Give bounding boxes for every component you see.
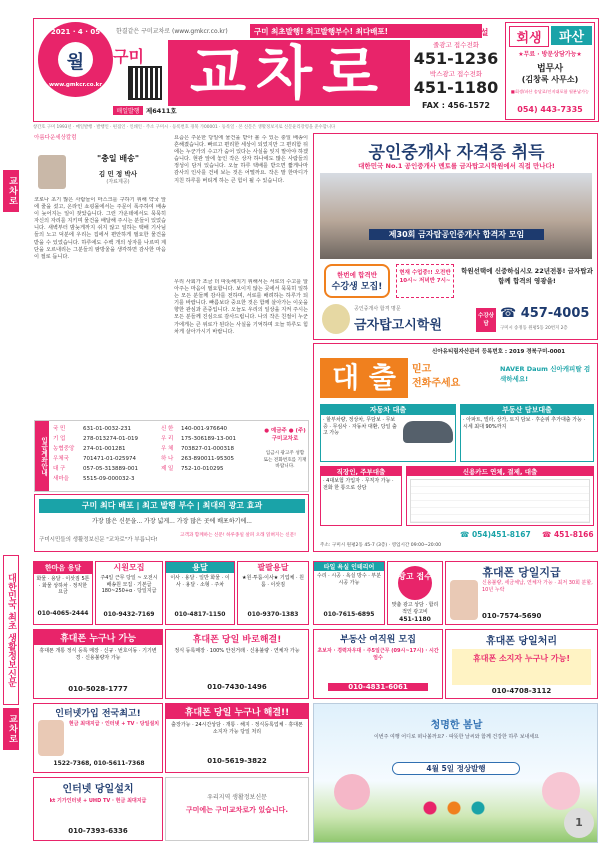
account-bank: 농협중앙 xyxy=(53,446,75,452)
classified-title: 인터넷가입 전국최고! xyxy=(55,709,141,719)
spring-publish-note: 4월 5일 정상발행 xyxy=(392,762,520,775)
account-number: 140-001-976640 xyxy=(181,426,227,432)
estate-loan-title: 부동산 담보대출 xyxy=(461,405,593,415)
loan-registration: 신아유티림자산관리 등록번호 : 2019 경북구미-0001 xyxy=(432,349,566,355)
box-ad-label: 박스광고 접수전화 xyxy=(429,70,483,78)
loan-brands: NAVER Daum 신아캐피탈 검색하세요! xyxy=(500,365,591,383)
account-number: 631-01-0032-231 xyxy=(83,426,131,432)
credit-table xyxy=(410,479,590,523)
spring-illustration-ad xyxy=(313,703,598,843)
classified-phone[interactable]: 010-7615-6895 xyxy=(323,611,375,618)
classified-phone[interactable]: 451-1180 xyxy=(399,616,431,623)
account-number: 703827-01-000318 xyxy=(181,446,234,452)
account-number: 274-01-001281 xyxy=(83,446,126,452)
account-number: 278-013274-01-019 xyxy=(83,436,138,442)
account-bank: 하 나 xyxy=(161,456,174,462)
people-figures xyxy=(414,796,494,826)
badge-left-line2: 수강생 모집! xyxy=(331,282,383,292)
sidebar-label-mid: 대한민국 최초 생활정보신문 xyxy=(3,555,19,705)
biz-loan-title: 직장인, 주부대출 xyxy=(321,467,401,476)
classified-title: 휴대폰 당일 누구나 해결!! xyxy=(166,704,308,719)
classified-ad[interactable] xyxy=(165,703,309,773)
broker-phone[interactable]: ☎ 457-4005 xyxy=(500,306,590,321)
account-note: 입금시 광고주 성함 또는 전화번호를 기재 바랍니다. xyxy=(263,451,307,469)
classified-title: 타일 욕실 인테리어 xyxy=(314,562,384,571)
page-number: 1 xyxy=(564,808,594,838)
classified-phone[interactable]: 010-7574-5690 xyxy=(482,612,542,620)
biz-loan-lines: · 4대보험 가입자 · 무직자 가능 · 전화 한 통으로 상담 xyxy=(323,478,394,491)
broker-badge-left xyxy=(324,264,390,298)
classified-title: 휴대폰 누구나 가능 xyxy=(34,630,162,645)
estate-loan-box xyxy=(460,404,594,462)
classified-body: ★원·투룸·이사★ 기업체 · 원룸 · 이삿짐 xyxy=(242,575,304,588)
account-bank: 우 체 xyxy=(161,446,174,452)
classified-body: 구미에는 구미교차로가 있습니다. xyxy=(185,806,289,814)
classified-phone[interactable]: 010-5619-3822 xyxy=(207,757,267,765)
sidebar-label-top: 교차로 xyxy=(3,170,19,212)
account-number: 701471-01-025974 xyxy=(83,456,136,462)
distribution-banner xyxy=(34,494,309,552)
accounts-box xyxy=(34,420,309,492)
account-row xyxy=(161,424,261,434)
banner-headline: 구미 최다 배포 | 최고 발행 부수 | 최대의 광고 효과 xyxy=(39,499,305,513)
classified-title: 휴대폰 당일지급 xyxy=(482,566,561,579)
classified-body: 휴대폰 소지자 누구나 가능! xyxy=(452,649,591,685)
banner-sub: 가장 많은 신문을... 가장 넓게... 가장 많은 곳에 배포하기에... xyxy=(92,518,252,525)
bankruptcy-office: (김창록 사무소) xyxy=(521,75,579,84)
account-row xyxy=(161,444,261,454)
account-bank: 대 구 xyxy=(53,466,66,472)
account-row xyxy=(53,474,158,484)
account-bank: 우체국 xyxy=(53,456,69,462)
account-number: 752-10-010295 xyxy=(181,466,224,472)
day-text: 월 xyxy=(66,52,85,73)
classified-phone[interactable]: 010-4065-2444 xyxy=(37,610,89,617)
account-row xyxy=(53,434,158,444)
classified-title: 우리지역 생활정보신문 xyxy=(207,794,267,801)
spring-title: 청명한 봄날 xyxy=(430,720,483,731)
classified-phone[interactable]: 010-4817-1150 xyxy=(174,611,226,618)
classified-body: 휴대폰 개통 정식 등록 매장 · 신규 · 번호이동 · 기기변경 · 신용불량자 가능 xyxy=(39,648,157,661)
classified-body: 맞춤 광고 상담 · 합리적인 광고비 xyxy=(391,602,439,615)
column-body-1: 코로나 초기 많은 사람들이 마스크를 구하기 위해 약국 앞에 줄을 섰고, 온라인 쇼핑몰에서는 주문이 폭주하여 배송이 늦어지는 일이 잦았습니다. 그런 가운데에서도 묵묵히 자신의 자리를 지키며 물건을 배달해 주시는 분들이 있었습니다. 새벽부터 밤늦게까지 쉬지 않고 일하는 택배 기사님들의 노고 덕분에 우리는 집에서 편안하게 필요한 물건을 받을 수 있었습니다. 하루에도 수백 개의 상자를 나르며 계단을 오르내리는 그분들의 땀방울을 생각하면 감사한 마음이 절로 듭니다. xyxy=(34,197,166,260)
account-number: 5515-09-000032-3 xyxy=(83,476,135,482)
column-body-3: 우리 사회가 조금 더 따뜻해지기 위해서는 서로의 수고를 알아주는 마음이 필요합니다. 보이지 않는 곳에서 묵묵히 일하는 모든 분들께 감사를 전하며, 서로를 배려하는 하루가 되기를 바랍니다. 빠름보다 중요한 것은 함께 살아가는 이웃을 향한 관심과 존중입니다. 오늘도 우리의 일상을 지켜 주시는 모든 분들께 진심으로 감사드립니다. 나의 작은 친절이 누군가에게는 큰 위로가 된다는 사실을 기억하며 오늘 하루도 힘차게 살아가시기 바랍니다. xyxy=(174,279,308,335)
loan-phone-right[interactable]: ☎ 451-8166 xyxy=(542,530,594,539)
event-photo xyxy=(320,173,592,259)
column-headline: "충일 배송" xyxy=(96,154,140,163)
city-label: 구미 xyxy=(113,47,144,66)
bankruptcy-note: ■회생/파산 송달료/인지대포함 월분납가능 xyxy=(510,89,590,94)
accounts-col-2 xyxy=(161,424,261,474)
account-number: 057-05-313889-001 xyxy=(83,466,138,472)
classified-body: kt 기가인터넷 + UHD TV · 현금 최대지급 xyxy=(49,798,147,804)
classified-ad[interactable] xyxy=(165,629,309,699)
issue-label: 매일발행 xyxy=(113,106,143,115)
tree-right xyxy=(542,772,580,810)
accounts-col-1 xyxy=(53,424,158,484)
date-ring-text: 2021 · 4 · 05 xyxy=(50,28,101,36)
loan-address: 주소: 구미시 원평2동 45-7 (3층) · 영업시간 09:00~20:00 xyxy=(320,543,442,548)
classified-ad[interactable] xyxy=(33,629,163,699)
column-box xyxy=(34,133,309,418)
slogan: 구미 최초발행! 최고발행부수! 최다배포! xyxy=(250,24,482,38)
model-photo xyxy=(450,580,478,620)
school-name: 금자탑고시학원 xyxy=(354,318,442,333)
broker-badge-mid: 현재 수업중!! 오전반 10시~ 저녁반 7시~ xyxy=(396,264,454,298)
box-ad-phone: 451-1180 xyxy=(413,78,499,97)
loan-ad[interactable] xyxy=(313,343,598,552)
broker-address: 구미시 송정동 원평5동 20번지 2층 xyxy=(500,326,568,331)
classified-phone[interactable]: 010-9432-7169 xyxy=(103,611,155,618)
classified-body: 주4일 근무 당일 ~ 오전시 배송원 모집 · 기본급 180~250+α · 당일지급 xyxy=(100,575,158,594)
badge-left-line1: 한번에 합격반 xyxy=(337,271,377,279)
column-author-note: (자료제공) xyxy=(106,179,130,185)
tree-left xyxy=(334,774,370,810)
classified-ad[interactable] xyxy=(33,703,163,773)
classified-title: 시원모집 xyxy=(113,563,145,572)
account-number: 175-306189-13-001 xyxy=(181,436,236,442)
loan-catch-1: 믿고 xyxy=(412,364,432,375)
bankruptcy-subtitle: ★무료 · 방문상담가능★ xyxy=(518,51,582,58)
classified-title: 인터넷 당일설치 xyxy=(62,784,134,795)
classified-ad[interactable] xyxy=(445,629,598,699)
broker-subtitle: 대한민국 No.1 공인중개사 멘토를 금자탑고시학원에서 직접 만나다! xyxy=(358,162,555,170)
account-bank: 우 리 xyxy=(161,436,174,442)
account-bank: 제 일 xyxy=(161,466,174,472)
classified-ad[interactable] xyxy=(165,777,309,841)
classified-body: 신용불량, 세금체납, 연체자 가능 · 최저 30회 분할, 10년 누락 xyxy=(482,580,593,593)
column-author: 김 민 정 박사 xyxy=(98,170,138,178)
classified-title: 휴대폰 당일처리 xyxy=(485,636,558,647)
account-row xyxy=(161,454,261,464)
classified-body: 화물 · 용달 · 이삿짐 5톤 · 화물 상하차 · 정직한 요금 xyxy=(36,576,90,595)
info-line: 창간호 구미 1993년 · 매일발행 · 발행인 · 편집인 · 인쇄인 · 주소 구미시 · 등록번호 경북 가00001 · 등록일 · 본 신문은 생활정보지로 신문윤리강령을 준수합니다 xyxy=(33,125,336,130)
bankruptcy-firm: 법무사 xyxy=(536,64,564,74)
consult-label: 수강상담 xyxy=(476,308,496,332)
classified-body: 정식 등록매장 · 100% 안전거래 · 신용불량 · 연체자 가능 xyxy=(174,648,300,654)
masthead-title: 교차로 xyxy=(189,39,389,107)
bankruptcy-phone: 054) 443-7335 xyxy=(517,105,583,114)
classified-body: 이사 · 용달 · 일반 화물 · 이사 · 용달 · 소형 · 주차 xyxy=(170,575,230,588)
classified-phone[interactable]: 010-9370-1383 xyxy=(247,611,299,618)
classified-ad[interactable] xyxy=(95,561,163,625)
classified-ad[interactable] xyxy=(33,777,163,841)
account-row xyxy=(53,444,158,454)
classified-ad[interactable] xyxy=(165,561,235,625)
classified-phone[interactable]: 010-4831-6061 xyxy=(328,683,428,691)
classified-body: 출장가능 · 24시간상담 · 개통 · 해지 · 정식등록업체 · 휴대폰 소지자 가능 당일 처리 xyxy=(171,722,303,735)
estate-loan-lines: · 아파트, 빌라, 상가, 토지 담보 · 후순위 추가대출 가능 · 시세 최대 90%까지 xyxy=(463,417,586,430)
classified-body: 수리 · 시공 · 욕실 방수 · 부분 시공 가능 xyxy=(316,573,382,586)
classified-body: 현금 최대지급 · 인터넷 + TV · 당일설치 xyxy=(68,721,160,727)
fax-number: FAX : 456-1572 xyxy=(422,101,490,110)
classified-title: 팔팔용달 xyxy=(257,563,289,572)
classified-ad[interactable] xyxy=(313,629,443,699)
qr-code xyxy=(128,66,162,100)
site-ring-text: www.gmkcr.co.kr xyxy=(48,82,103,88)
broker-title: 공인중개사 자격증 취득 xyxy=(368,143,545,163)
date-seal xyxy=(38,22,113,97)
classified-phone[interactable]: 010-5028-1777 xyxy=(68,685,128,693)
ad-header: 아름다운 사회건설 xyxy=(423,28,489,37)
car-loan-lines: · 할부차량, 정상차, 무담보 · 무보증 · 무심사 · 자동차 대환, 당일 출고 가능 xyxy=(323,417,397,436)
bankruptcy-ad[interactable] xyxy=(505,22,595,120)
sidebar-label-bottom: 교차로 xyxy=(3,708,19,750)
bankruptcy-title-1: 회생 xyxy=(509,26,549,47)
column-body-2: 요즘은 주문한 당일에 물건을 받아 볼 수 있는 충일 배송이 흔해졌습니다. 빠르고 편리한 세상이 되었지만 그 편리함 뒤에는 누군가의 수고가 숨어 있다는 사실을 잊지 말아야 하겠습니다. 현관 앞에 놓인 작은 상자 하나에도 많은 사람들의 정성이 담겨 있습니다. 오늘 하루 택배를 받으면 짧게나마 감사의 인사를 건네 보는 것은 어떨까요. 작은 말 한마디가 지친 하루를 버티게 하는 큰 힘이 될 수 있습니다. xyxy=(174,135,308,184)
classified-title: 부동산 여직원 모집 xyxy=(340,635,416,645)
broker-ad[interactable] xyxy=(313,133,598,340)
car-image xyxy=(403,421,453,443)
account-row xyxy=(53,454,158,464)
account-row xyxy=(161,434,261,444)
account-row xyxy=(53,424,158,434)
account-bank: 국 민 xyxy=(53,426,66,432)
account-holder: ● 예금주 ● (주)구미교차로 xyxy=(264,428,306,442)
loan-phone-left[interactable]: ☎ 054)451-8167 xyxy=(460,530,531,539)
account-row xyxy=(53,464,158,474)
classified-body: 초보자 · 경력자우대 · 주5일근무 (09시~17시) · 시간엄수 xyxy=(317,648,439,661)
banner-footer: 구미시민들의 생활정보신문 "교차로"가 부릅니다! xyxy=(39,537,158,543)
classified-phone[interactable]: 1522-7368, 010-5611-7368 xyxy=(53,760,145,767)
classified-title: 한마음 용달 xyxy=(34,562,92,574)
account-number: 263-890011-95305 xyxy=(181,456,234,462)
column-section: 아름다운세상칼럼 xyxy=(34,135,77,141)
car-loan-title: 자동차 대출 xyxy=(321,405,455,415)
classified-title: 용달 xyxy=(166,562,234,573)
broker-right-text: 학원선택에 신중하십시오 22년전통! 금자탑과 함께 합격의 영광을! xyxy=(461,267,593,285)
classified-title: 휴대폰 당일 바로해결! xyxy=(192,635,282,645)
car-loan-box xyxy=(320,404,456,462)
issue-number: 제6411호 xyxy=(146,107,177,115)
event-banner: 제30회 금자탑공인중개사 합격자 모임 xyxy=(369,229,544,240)
columnist-photo xyxy=(38,155,66,189)
credit-loan-box xyxy=(406,466,594,526)
classified-phone[interactable]: 010-4708-3112 xyxy=(491,687,552,695)
account-bank: 신 한 xyxy=(161,426,174,432)
masthead xyxy=(0,0,603,128)
accounts-label: 입금계좌안내 xyxy=(35,421,49,491)
banner-right-note: 고객과 함께하는 신문! 하루종일 살펴 오래 읽혀지는 신문! xyxy=(180,533,296,538)
credit-loan-title: 신용카드 연체, 결제, 대출 xyxy=(407,467,593,476)
line-ad-phone: 451-1236 xyxy=(413,49,499,68)
classified-ad[interactable] xyxy=(313,561,385,625)
loan-title: 대 출 xyxy=(320,358,408,398)
tagline: 한결같은 구미교차로 (www.gmkcr.co.kr) xyxy=(116,28,228,35)
classified-phone[interactable]: 010-7393-6336 xyxy=(68,827,128,835)
classified-ad[interactable] xyxy=(33,561,93,625)
classified-ad[interactable] xyxy=(387,561,443,625)
classified-phone[interactable]: 010-7430-1496 xyxy=(207,683,267,691)
account-bank: 기 업 xyxy=(53,436,66,442)
account-row xyxy=(161,464,261,474)
model-photo xyxy=(38,720,64,756)
biz-loan-box xyxy=(320,466,402,526)
classified-ad[interactable] xyxy=(237,561,309,625)
spring-body: 이번주 여행 어디로 떠나볼까요? · 따뜻한 날씨와 함께 건강한 하루 보내세요 xyxy=(373,734,540,740)
school-tag: 공인중개사 합격 명문 xyxy=(354,306,401,312)
account-bank: 새마을 xyxy=(53,476,69,482)
line-ad-label: 줄광고 접수전화 xyxy=(432,41,480,49)
school-logo xyxy=(322,304,350,334)
loan-catch-2: 전화주세요 xyxy=(412,378,461,389)
classified-title: 광고 접수 xyxy=(398,566,432,600)
bankruptcy-title-2: 파산 xyxy=(551,26,592,45)
classified-ad[interactable] xyxy=(445,561,598,625)
